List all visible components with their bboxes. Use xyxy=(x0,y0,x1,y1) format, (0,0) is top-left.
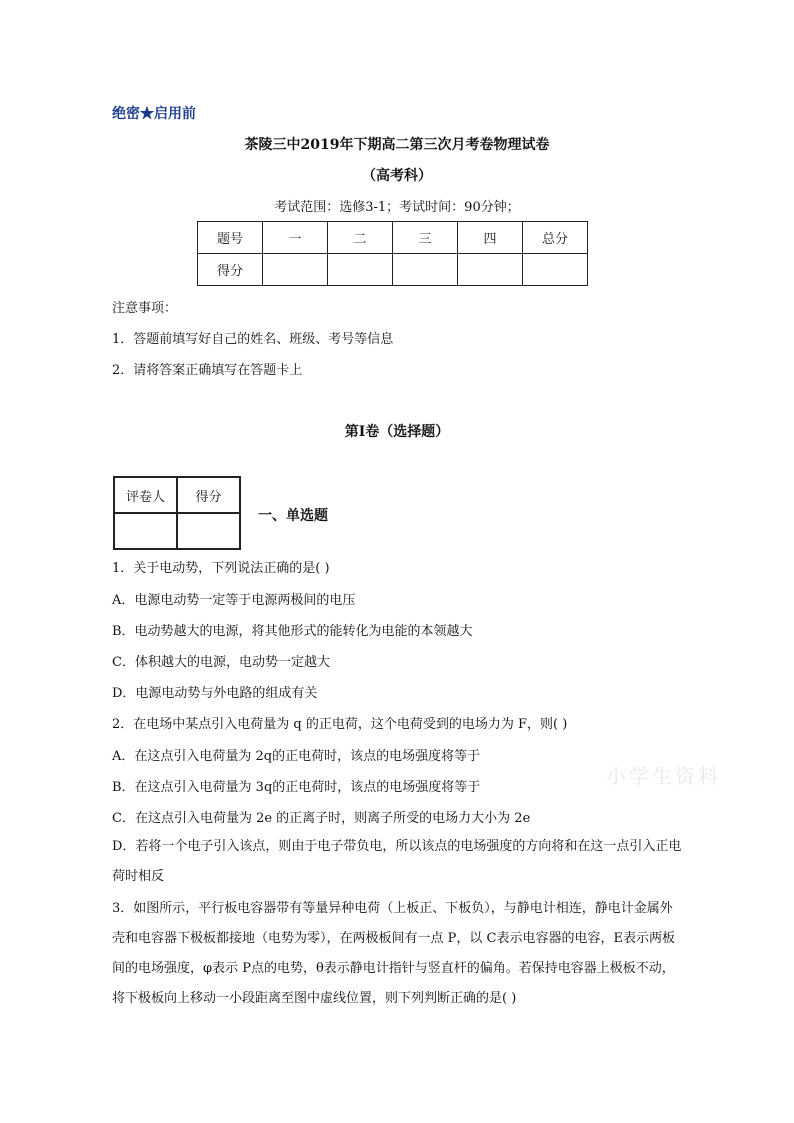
grader-header-cell: 评卷人 xyxy=(114,477,177,513)
score-cell[interactable] xyxy=(263,254,328,286)
score-header-cell: 题号 xyxy=(198,222,263,254)
grader-cell[interactable] xyxy=(114,513,177,549)
score-header-cell: 二 xyxy=(328,222,393,254)
volume-title: 第I卷（选择题） xyxy=(344,424,450,440)
grader-table xyxy=(113,476,241,550)
question-option: B．电动势越大的电源，将其他形式的能转化为电能的本领越大 xyxy=(112,624,473,639)
score-cell[interactable] xyxy=(523,254,588,286)
note-item: 2．请将答案正确填写在答题卡上 xyxy=(112,363,303,378)
question-option: D．若将一个电子引入该点，则由于电子带负电，所以该点的电场强度的方向将和在这一点引入正电荷时相反 xyxy=(112,839,682,884)
score-header-cell: 一 xyxy=(263,222,328,254)
score-row-label: 得分 xyxy=(198,254,263,286)
section-title: 一、单选题 xyxy=(258,508,328,524)
question-option: A．在这点引入电荷量为 2q的正电荷时，该点的电场强度将等于 xyxy=(112,749,481,764)
question-stem: 3．如图所示，平行板电容器带有等量异种电荷（上板正、下板负），与静电计相连，静电计金属外壳和电容器下极板都接地（电势为零），在两极板间有一点 P，以 C表示电容器的电容，E表示两板间的电场强度，φ表示 P点的电势，θ表示静电计指针与竖直杆的偏角。若保持电容器上极板不动，将下极板向上移动一小段距离至图中虚线位置，则下列判断正确的是( ) xyxy=(112,901,675,1006)
score-cell[interactable] xyxy=(393,254,458,286)
score-header-cell: 总分 xyxy=(523,222,588,254)
exam-subtitle: （高考科） xyxy=(362,168,432,184)
watermark: 小学生资料 xyxy=(606,764,721,788)
exam-title: 茶陵三中2019年下期高二第三次月考卷物理试卷 xyxy=(244,137,550,153)
question-option: D．电源电动势与外电路的组成有关 xyxy=(112,686,318,701)
score-cell[interactable] xyxy=(328,254,393,286)
question-option: A．电源电动势一定等于电源两极间的电压 xyxy=(112,593,356,608)
exam-scope: 考试范围：选修3-1；考试时间：90分钟； xyxy=(274,200,520,215)
grader-header-cell: 得分 xyxy=(177,477,240,513)
score-cell[interactable] xyxy=(458,254,523,286)
question-option: C．体积越大的电源，电动势一定越大 xyxy=(112,655,330,670)
grader-cell[interactable] xyxy=(177,513,240,549)
secret-mark: 绝密★启用前 xyxy=(112,106,196,122)
question-option: B．在这点引入电荷量为 3q的正电荷时，该点的电场强度将等于 xyxy=(112,780,481,795)
score-header-cell: 三 xyxy=(393,222,458,254)
note-item: 1．答题前填写好自己的姓名、班级、考号等信息 xyxy=(112,332,394,347)
question-option: C．在这点引入电荷量为 2e 的正离子时，则离子所受的电场力大小为 2e xyxy=(112,811,531,826)
question-stem: 2．在电场中某点引入电荷量为 q 的正电荷，这个电荷受到的电场力为 F，则( ) xyxy=(112,717,568,732)
score-header-cell: 四 xyxy=(458,222,523,254)
score-table-header-row xyxy=(198,222,588,254)
notes-heading: 注意事项： xyxy=(112,301,178,316)
score-table xyxy=(197,221,588,286)
score-table-score-row xyxy=(198,254,588,286)
question-stem: 1．关于电动势，下列说法正确的是( ) xyxy=(112,561,330,576)
